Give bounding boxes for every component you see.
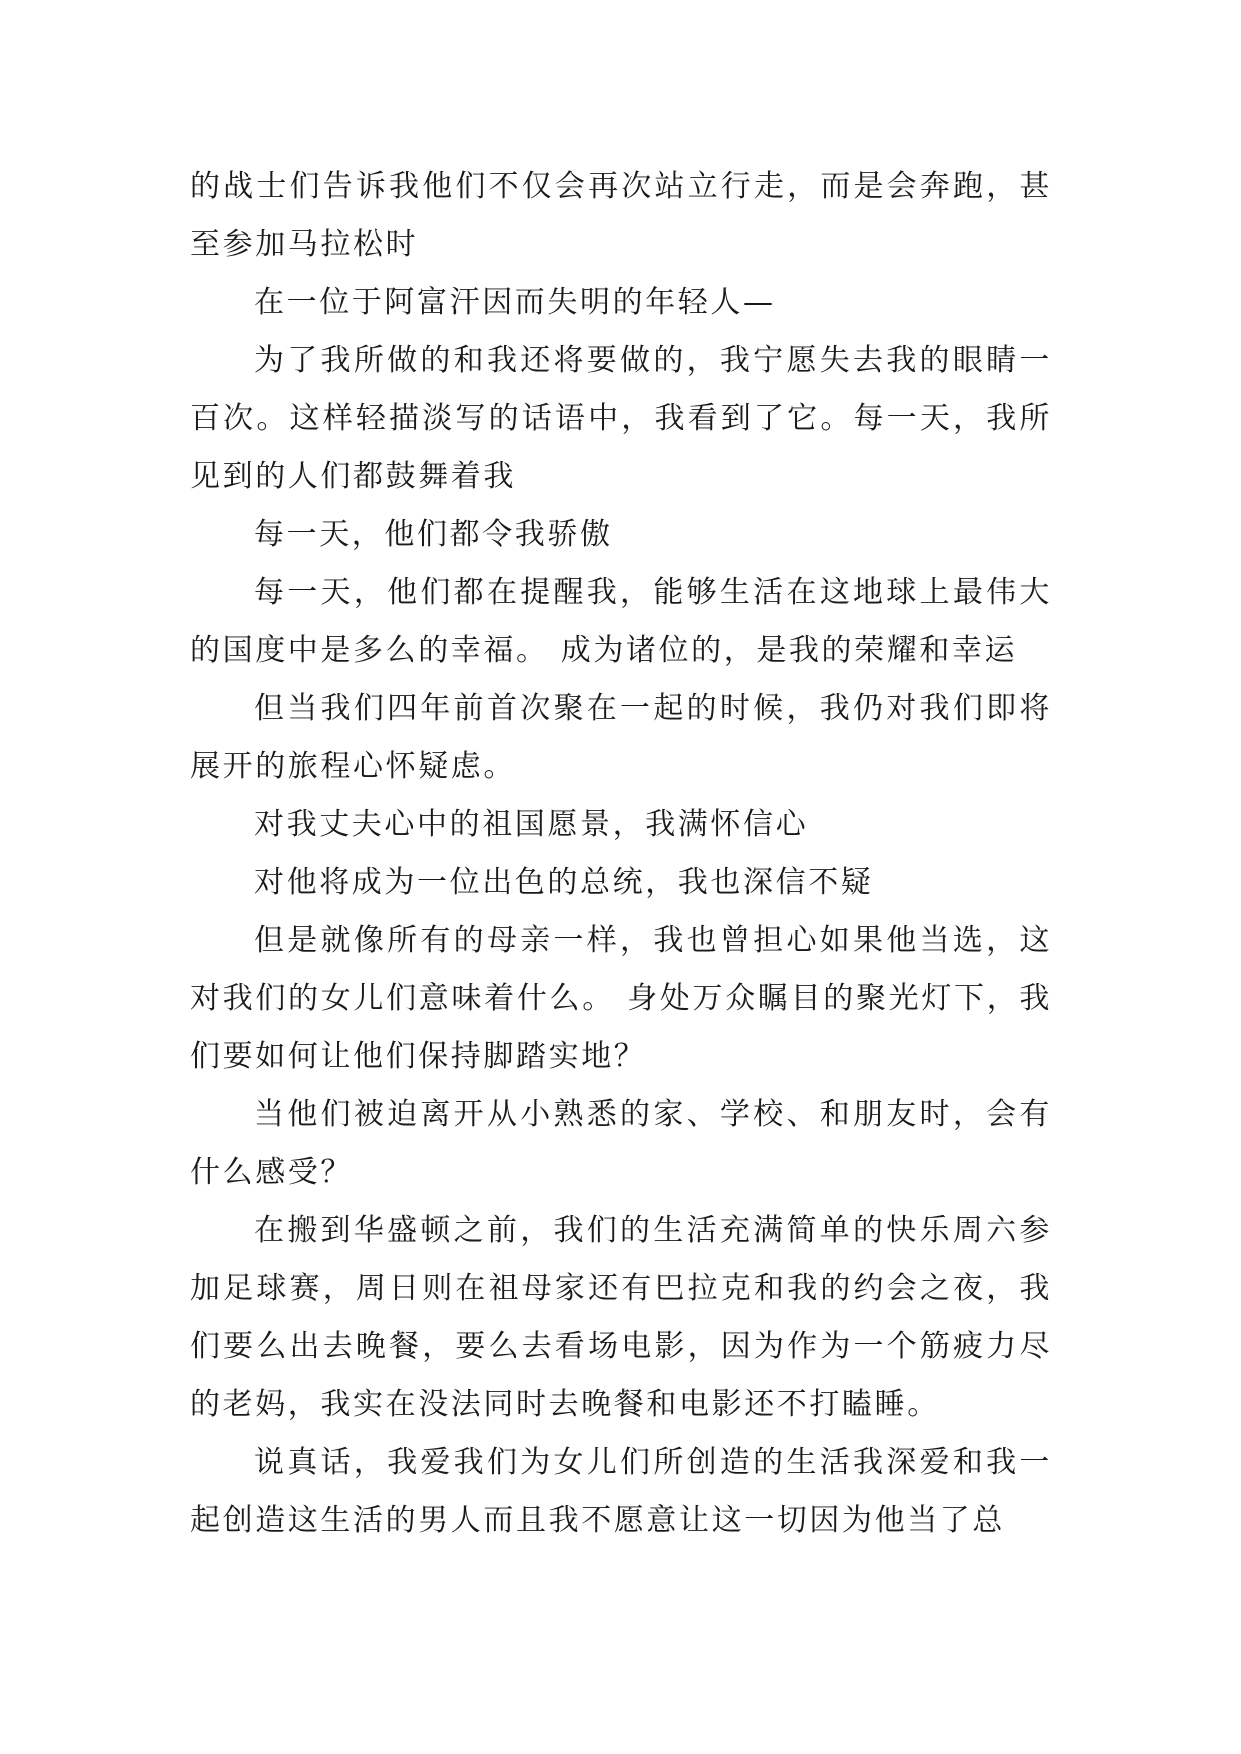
paragraph-5: 每一天，他们都在提醒我，能够生活在这地球上最伟大的国度中是多么的幸福。 成为诸位的，是我的荣耀和幸运 — [190, 575, 1052, 668]
paragraph-2: 在一位于阿富汗因而失明的年轻人— — [254, 285, 776, 320]
paragraph-12: 说真话，我爱我们为女儿们所创造的生活我深爱和我一起创造这生活的男人而且我不愿意让这一切因为他当了总 — [190, 1445, 1052, 1538]
paragraph-1: 的战士们告诉我他们不仅会再次站立行走，而是会奔跑，甚至参加马拉松时 — [190, 169, 1052, 262]
paragraph-7: 对我丈夫心中的祖国愿景，我满怀信心 — [254, 807, 809, 842]
paragraph-4: 每一天，他们都令我骄傲 — [254, 517, 613, 552]
paragraph-6: 但当我们四年前首次聚在一起的时候，我仍对我们即将展开的旅程心怀疑虑。 — [190, 691, 1052, 784]
paragraph-9: 但是就像所有的母亲一样，我也曾担心如果他当选，这对我们的女儿们意味着什么。 身处万众瞩目的聚光灯下，我们要如何让他们保持脚踏实地？ — [190, 923, 1052, 1074]
paragraph-3: 为了我所做的和我还将要做的，我宁愿失去我的眼睛一百次。这样轻描淡写的话语中，我看到了它。每一天，我所见到的人们都鼓舞着我 — [190, 343, 1052, 494]
paragraph-8: 对他将成为一位出色的总统，我也深信不疑 — [254, 865, 874, 900]
document-body — [190, 158, 1052, 1550]
paragraph-11: 在搬到华盛顿之前，我们的生活充满简单的快乐周六参加足球赛，周日则在祖母家还有巴拉克和我的约会之夜，我们要么出去晚餐，要么去看场电影，因为作为一个筋疲力尽的老妈，我实在没法同时去晚餐和电影还不打瞌睡。 — [190, 1213, 1052, 1422]
paragraph-10: 当他们被迫离开从小熟悉的家、学校、和朋友时，会有什么感受？ — [190, 1097, 1052, 1190]
